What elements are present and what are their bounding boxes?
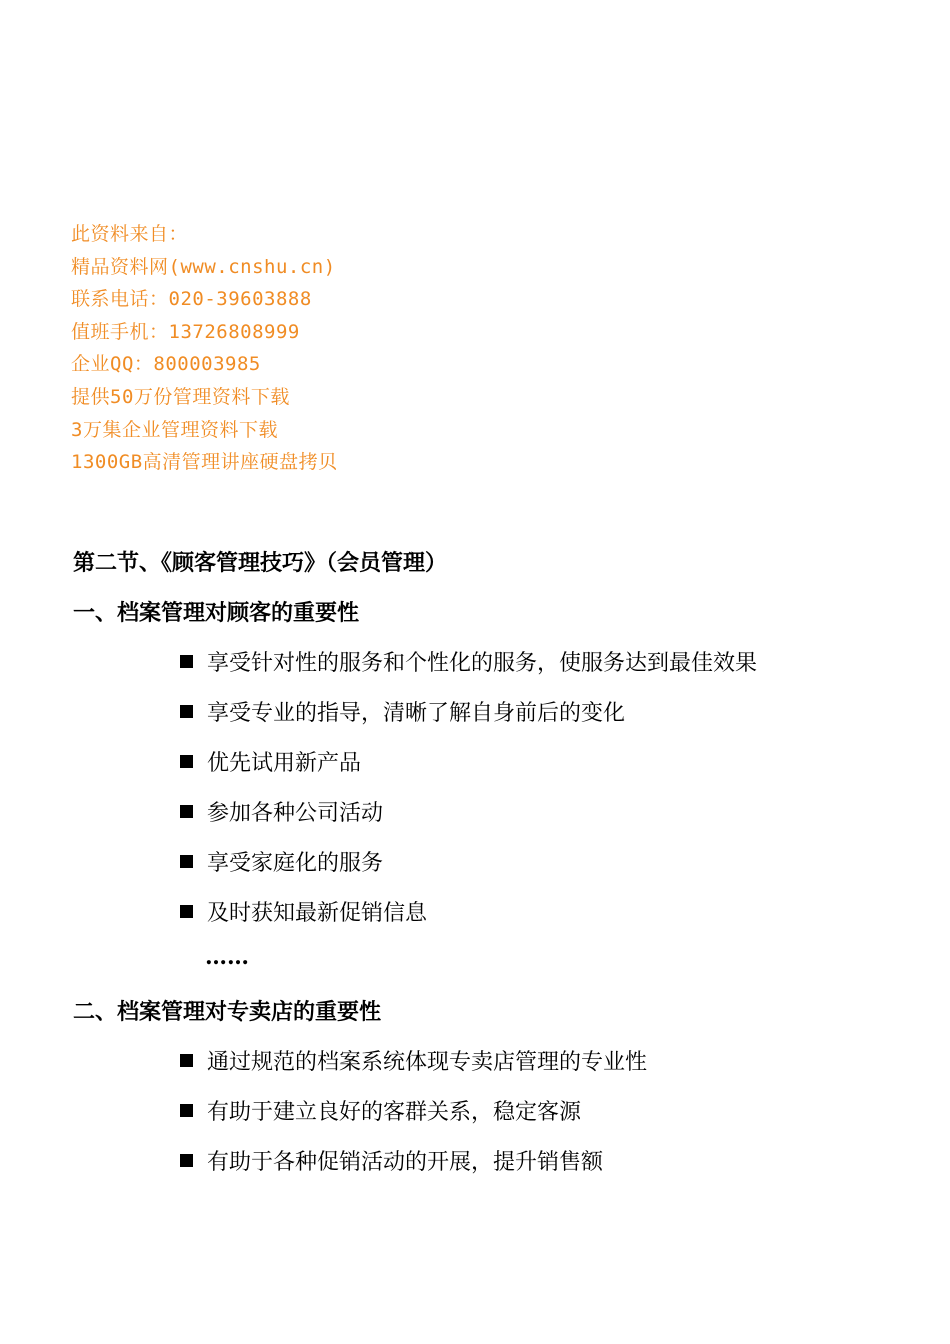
list-item-text: 有助于建立良好的客群关系，稳定客源 <box>207 1099 582 1125</box>
list-item <box>180 686 900 736</box>
square-bullet-icon <box>180 1154 193 1167</box>
list-item-text: 优先试用新产品 <box>207 750 362 776</box>
list-item-text: 享受专业的指导，清晰了解自身前后的变化 <box>207 700 626 726</box>
square-bullet-icon <box>180 755 193 768</box>
promo-block <box>71 218 671 479</box>
list-item-text: 及时获知最新促销信息 <box>207 900 428 926</box>
list-item-text: 享受针对性的服务和个性化的服务，使服务达到最佳效果 <box>207 650 758 676</box>
list-ellipsis: …… <box>205 944 249 970</box>
list-item-text: 享受家庭化的服务 <box>207 850 384 876</box>
promo-offer-2: 3万集企业管理资料下载 <box>71 418 278 441</box>
promo-qq: 企业QQ：800003985 <box>71 353 261 376</box>
list-item <box>180 836 900 886</box>
promo-source-label: 此资料来自： <box>71 223 189 245</box>
promo-phone: 联系电话：020-39603888 <box>71 288 312 311</box>
section-2-list <box>180 1035 900 1185</box>
list-item-text: 有助于各种促销活动的开展，提升销售额 <box>207 1149 604 1175</box>
square-bullet-icon <box>180 905 193 918</box>
section-2-title: 二、档案管理对专卖店的重要性 <box>73 999 382 1025</box>
list-item <box>180 886 900 936</box>
square-bullet-icon <box>180 1104 193 1117</box>
square-bullet-icon <box>180 655 193 668</box>
square-bullet-icon <box>180 805 193 818</box>
section-1-title: 一、档案管理对顾客的重要性 <box>73 600 360 626</box>
list-item <box>180 786 900 836</box>
list-item <box>180 1035 900 1085</box>
page-title: 第二节、《顾客管理技巧》（会员管理） <box>73 550 448 576</box>
square-bullet-icon <box>180 705 193 718</box>
promo-website: 精品资料网(www.cnshu.cn) <box>71 255 336 278</box>
promo-offer-1: 提供50万份管理资料下载 <box>71 385 290 408</box>
list-item <box>180 1085 900 1135</box>
square-bullet-icon <box>180 1054 193 1067</box>
promo-offer-3: 1300GB高清管理讲座硬盘拷贝 <box>71 451 338 474</box>
square-bullet-icon <box>180 855 193 868</box>
promo-mobile: 值班手机：13726808999 <box>71 320 300 343</box>
section-1-list <box>180 636 900 936</box>
list-item-text: 参加各种公司活动 <box>207 800 384 826</box>
list-item <box>180 636 900 686</box>
list-item <box>180 736 900 786</box>
list-item-text: 通过规范的档案系统体现专卖店管理的专业性 <box>207 1049 648 1075</box>
list-item <box>180 1135 900 1185</box>
